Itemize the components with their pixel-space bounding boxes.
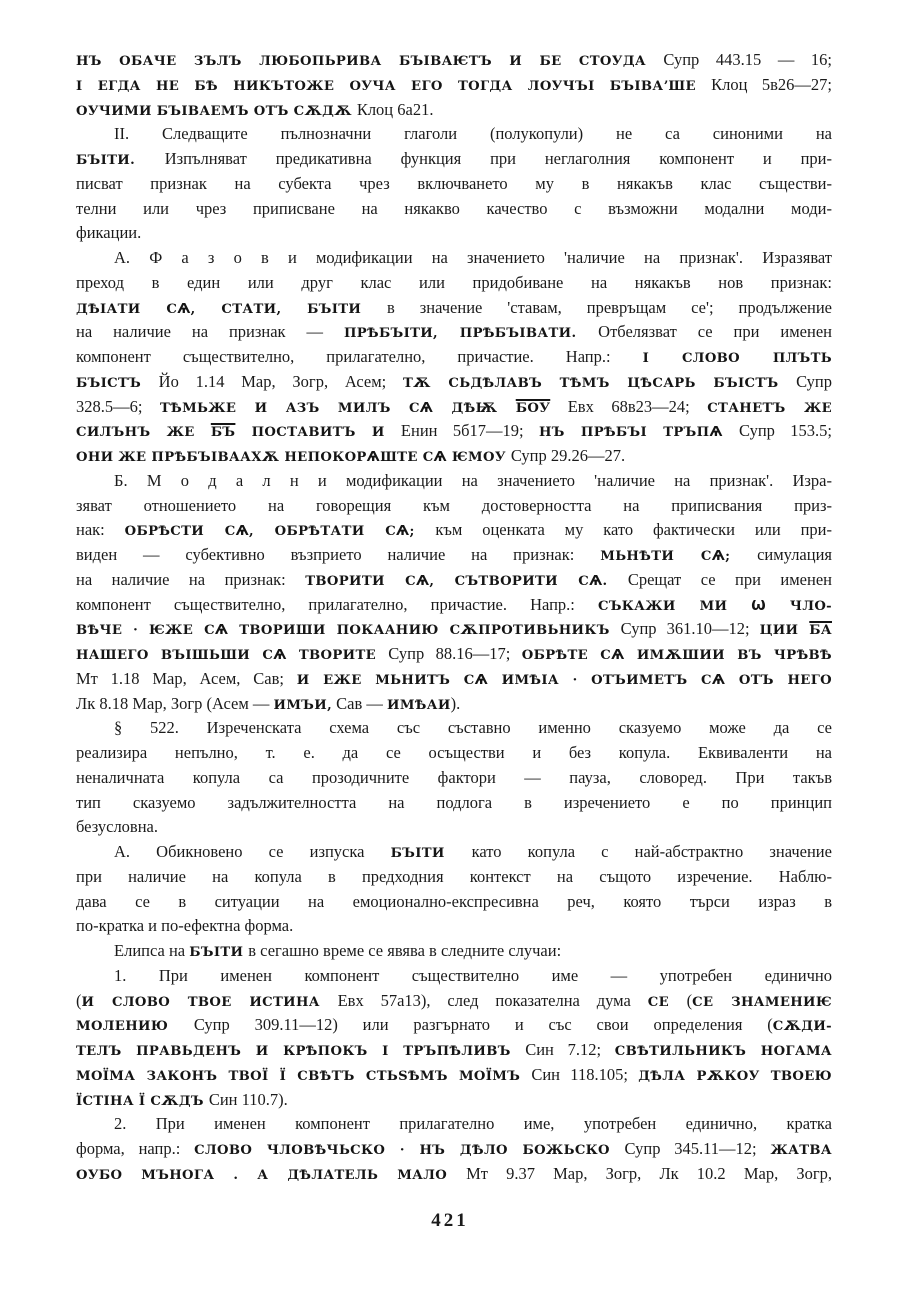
text-segment: към оценката му като фактически или при- (435, 520, 832, 540)
text-line (76, 642, 832, 667)
text-line (76, 741, 832, 766)
text-segment: зяват отношението на говорещия към достоверността на приписвания приз- (76, 495, 832, 515)
text-segment: Супр (796, 371, 832, 391)
text-line (76, 271, 832, 296)
text-segment: Супр 443.15 — 16; (663, 50, 832, 69)
text-segment: II. Следващите пълнозначни глаголи (полукопули) не са синоними на (114, 124, 832, 144)
text-segment: Мт 1.18 Мар, Асем, Сав; (76, 668, 297, 688)
old-church-slavonic-segment: ТѪ СЬДѢЛАВЪ ТѢМЪ ЦѢСАРЬ БЪІСТЪ (403, 375, 797, 391)
text-line (76, 692, 832, 717)
text-segment: Евх 68в23—24; (550, 396, 708, 416)
text-segment: компонент съществително, прилагателно, причастие. Напр.: (76, 347, 643, 366)
text-segment: Срещат се при именен (627, 569, 832, 589)
old-church-slavonic-segment: ТВОРИТИ СѦ, СЪТВОРИТИ СѦ. (305, 573, 628, 589)
text-line (76, 370, 832, 395)
text-line (76, 518, 832, 543)
text-line (76, 890, 832, 915)
text-segment: нак: (76, 520, 125, 540)
text-segment: неналичната копула са прозодичните фактори — пауза, словоред. При такъв (76, 767, 832, 787)
text-line (76, 840, 832, 865)
page-number: 421 (431, 1210, 469, 1231)
old-church-slavonic-segment: І СЛОВО ПЛЪТЬ (642, 351, 832, 366)
old-church-slavonic-segment: ЇСТІНА Ї СѪДЪ (76, 1093, 209, 1109)
old-church-slavonic-segment: ОНИ ЖЕ ПРѢБЪІВААХѪ НЕПОКОРѦШТЕ СѦ ѤМОУ (76, 450, 511, 465)
text-segment: Елипса на (114, 941, 190, 960)
old-church-slavonic-segment: НАШЕГО ВЪІШЬШИ СѦ ТВОРИТЕ (76, 648, 389, 663)
text-line (76, 766, 832, 791)
old-church-slavonic-segment: МЬНѢТИ СѦ; (600, 549, 758, 564)
text-segment: компонент съществително, прилагателно, причастие. Напр.: (76, 594, 598, 614)
text-segment: Супр 29.26—27. (510, 446, 626, 465)
old-church-slavonic-segment: БЪІТИ (189, 945, 249, 960)
text-segment: ( (686, 990, 693, 1010)
text-line (76, 667, 832, 692)
text-segment: виден — субективно възприето наличие на признак: (76, 545, 601, 564)
text-line (76, 296, 832, 321)
old-church-slavonic-segment: ОБРѢТЕ СѦ ИМѪШИИ ВЪ ЧРѢВѢ (521, 648, 832, 663)
text-segment: Б. М о д а л н и модификации на значението 'наличие на признак'. Изра- (114, 470, 832, 490)
old-church-slavonic-segment: ВѢЧЕ · ѤЖЕ СѦ ТВОРИШИ ПОКААНИЮ СѪПРОТИВЬНИКЪ (76, 623, 621, 639)
text-segment: Супр 88.16—17; (388, 644, 522, 663)
text-segment: Син 7.12; (525, 1040, 615, 1059)
text-segment: телни или чрез приписване на някакво качество с възможни модални моди- (76, 198, 832, 218)
old-church-slavonic-segment: БЪ (210, 425, 236, 441)
text-line (76, 1137, 832, 1162)
old-church-slavonic-segment: І ЕГДА НЕ БѢ НИКЪТОЖЕ ОУЧА ЕГО ТОГДА ЛОУЧЪІ БЪІВАʼШЕ (76, 78, 712, 94)
old-church-slavonic-segment: СВѢТИЛЬНИКЪ НОГАМА (614, 1044, 832, 1059)
text-segment: Син 110.7). (208, 1089, 288, 1109)
old-church-slavonic-segment: СЛОВО ЧЛОВѢЧЬСКО · НЪ ДѢЛО БОЖЬСКО (194, 1143, 625, 1158)
text-line (76, 172, 832, 197)
old-church-slavonic-segment: ОУБО МЪНОГА . А ДѢЛАТЕЛЬ МАЛО (76, 1167, 467, 1183)
text-segment: на наличие на признак — (76, 322, 344, 342)
old-church-slavonic-segment: ИМЪИ, (273, 697, 333, 713)
text-line (76, 469, 832, 494)
text-segment: Отбелязват се при именен (598, 322, 832, 342)
text-line (76, 122, 832, 147)
old-church-slavonic-segment: НЪ ОБАЧЕ ЗЪЛЪ ЛЮБОПЬРИВА БЪІВАѤТЪ И БЕ СТОУДА (76, 54, 664, 69)
text-line (76, 73, 832, 98)
text-line (76, 246, 832, 271)
old-church-slavonic-segment: ИМѢАИ (387, 697, 451, 713)
text-line (76, 419, 832, 444)
text-line (76, 1013, 832, 1038)
text-segment: писват признак на субекта чрез включването му в някакъв клас съществи- (76, 173, 832, 193)
text-segment: преход в един или друг клас или придобиване на някакъв нов признак: (76, 272, 832, 292)
text-line (76, 1063, 832, 1088)
old-church-slavonic-segment: МОЇМА ЗАКОНЪ ТВОЇ Ї СВѢТЪ СТЬЅѢМЪ МОЇМЪ (76, 1068, 532, 1084)
text-line (76, 914, 832, 939)
text-segment: Изпълняват предикативна функция при неглаголния компонент и при- (164, 149, 832, 168)
text-line (76, 345, 832, 370)
old-church-slavonic-segment: СЕ ЗНАМЕНИѤ (692, 994, 832, 1010)
text-line (76, 48, 832, 73)
text-segment: Клоц 6а21. (356, 99, 434, 119)
text-line (76, 593, 832, 618)
old-church-slavonic-segment: БЪІТИ. (76, 153, 165, 168)
text-segment: фикации. (76, 223, 142, 243)
old-church-slavonic-segment: ЦИИ (759, 623, 810, 639)
text-segment: Супр 345.11—12; (624, 1139, 771, 1158)
text-segment: Сав — (332, 693, 388, 713)
old-church-slavonic-segment: БЪІСТЪ (76, 375, 159, 391)
text-line (76, 568, 832, 593)
text-segment: Супр 309.11—12) или разгърнато и със свои определения ( (193, 1015, 773, 1035)
old-church-slavonic-segment: ОУЧИМИ БЪІВАЕМЪ ОТЪ СѪДѪ (76, 103, 357, 119)
text-line (76, 964, 832, 989)
text-segment: 328.5—6; (76, 396, 160, 416)
text-segment: симулация (757, 545, 832, 564)
old-church-slavonic-segment: НЪ ПРѢБЪІ ТРЪПѦ (538, 425, 739, 441)
text-line (76, 494, 832, 519)
text-line (76, 989, 832, 1014)
text-line (76, 444, 832, 469)
old-church-slavonic-segment: ДѢІАТИ СѦ, СТАТИ, БЪІТИ (76, 301, 387, 317)
old-church-slavonic-segment: ЖАТВА (770, 1143, 832, 1158)
text-line (76, 865, 832, 890)
text-line (76, 1038, 832, 1063)
text-segment: в значение 'ставам, превръщам се'; продължение (387, 297, 832, 317)
old-church-slavonic-segment: ТЕЛЪ ПРАВЬДЕНЪ И КРѢПОКЪ І ТРЪПѢЛИВЪ (76, 1044, 526, 1059)
old-church-slavonic-segment: БЪІТИ (390, 846, 472, 861)
old-church-slavonic-segment: СѪДИ- (772, 1019, 832, 1035)
text-segment: ). (450, 693, 461, 713)
text-segment: форма, напр.: (76, 1139, 195, 1158)
old-church-slavonic-segment: ОБРѢСТИ СѦ, ОБРѢТАТИ СѦ; (124, 524, 436, 540)
text-line (76, 320, 832, 345)
text-line (76, 1088, 832, 1113)
text-segment: А. Ф а з о в и модификации на значението 'наличие на признак'. Изразяват (114, 248, 832, 267)
text-segment: 2. При именен компонент прилагателно име, употребен единично, кратка (114, 1114, 832, 1134)
text-line (76, 617, 832, 642)
text-segment: при наличие на копула в предходния контекст на същото изречение. Наблю- (76, 866, 832, 886)
text-block (76, 48, 832, 1187)
text-line (76, 197, 832, 222)
text-line (76, 815, 832, 840)
text-segment: на наличие на признак: (76, 569, 306, 589)
text-line (76, 939, 832, 964)
text-segment: § 522. Изреченската схема със съставно именно сказуемо може да се (114, 718, 832, 738)
old-church-slavonic-segment: СЪКАЖИ МИ Ѡ ЧЛО- (597, 598, 832, 614)
text-line (76, 543, 832, 568)
text-segment: Мт 9.37 Мар, Зогр, Лк 10.2 Мар, Зогр, (466, 1163, 832, 1183)
text-segment: Йо 1.14 Мар, Зогр, Асем; (158, 371, 403, 391)
text-segment: като копула с най-абстрактно значение (471, 842, 832, 861)
text-line (76, 221, 832, 246)
text-segment: реализира непълно, т. е. да се осъществи и без копула. Еквиваленти на (76, 743, 832, 762)
text-segment: по-кратка и по-ефектна форма. (76, 916, 294, 936)
text-segment: Лк 8.18 Мар, Зогр (Асем — (76, 693, 274, 713)
old-church-slavonic-segment: МОЛЕНИЮ (76, 1019, 194, 1035)
old-church-slavonic-segment: БА (809, 623, 832, 639)
text-line (76, 147, 832, 172)
text-segment: безусловна. (76, 817, 159, 837)
old-church-slavonic-segment: ДѢЛА РѪКОУ ТВОЕЮ (638, 1068, 832, 1084)
old-church-slavonic-segment: СЕ (647, 994, 687, 1010)
old-church-slavonic-segment: ПОСТАВИТЪ И (235, 425, 401, 441)
text-segment: Евх 57а13), след показателна дума (337, 990, 648, 1010)
old-church-slavonic-segment: И СЛОВО ТВОЕ ИСТИНА (81, 994, 338, 1010)
old-church-slavonic-segment: ТѢМЬЖЕ И АЗЪ МИЛЪ СѦ ДѢѬ (159, 400, 516, 416)
text-line (76, 716, 832, 741)
text-line (76, 1112, 832, 1137)
text-line (76, 395, 832, 420)
text-segment: в сегашно време се явява в следните случаи: (248, 941, 562, 960)
text-segment: Енин 5б17—19; (400, 421, 539, 441)
text-line (76, 791, 832, 816)
text-segment: 1. При именен компонент съществително име — употребен единично (114, 965, 832, 985)
text-line (76, 98, 832, 123)
old-church-slavonic-segment: ПРѢБЪІТИ, ПРѢБЪІВАТИ. (343, 326, 599, 342)
text-segment: Супр 361.10—12; (620, 619, 760, 639)
text-line (76, 1162, 832, 1187)
text-segment: А. Обикновено се изпуска (114, 842, 391, 861)
old-church-slavonic-segment: БОУ (515, 400, 551, 416)
old-church-slavonic-segment: СТАНЕТЪ ЖЕ (707, 400, 832, 416)
old-church-slavonic-segment: И ЕЖЕ МЬНИТЪ СѦ ИМѢІА · ОТЪИМЕТЪ СѦ ОТЪ НЕГО (296, 672, 832, 688)
text-segment: тип сказуемо задължителността на подлога в изречението е по принцип (76, 792, 832, 812)
text-segment: ( (76, 990, 82, 1010)
text-segment: дава се в ситуации на емоционално-експресивна реч, която търси израз в (76, 891, 832, 911)
old-church-slavonic-segment: СИЛЪНЪ ЖЕ (76, 425, 211, 441)
text-segment: Супр 153.5; (739, 421, 832, 441)
text-segment: Син 118.105; (531, 1064, 639, 1084)
text-segment: Клоц 5в26—27; (711, 74, 832, 94)
